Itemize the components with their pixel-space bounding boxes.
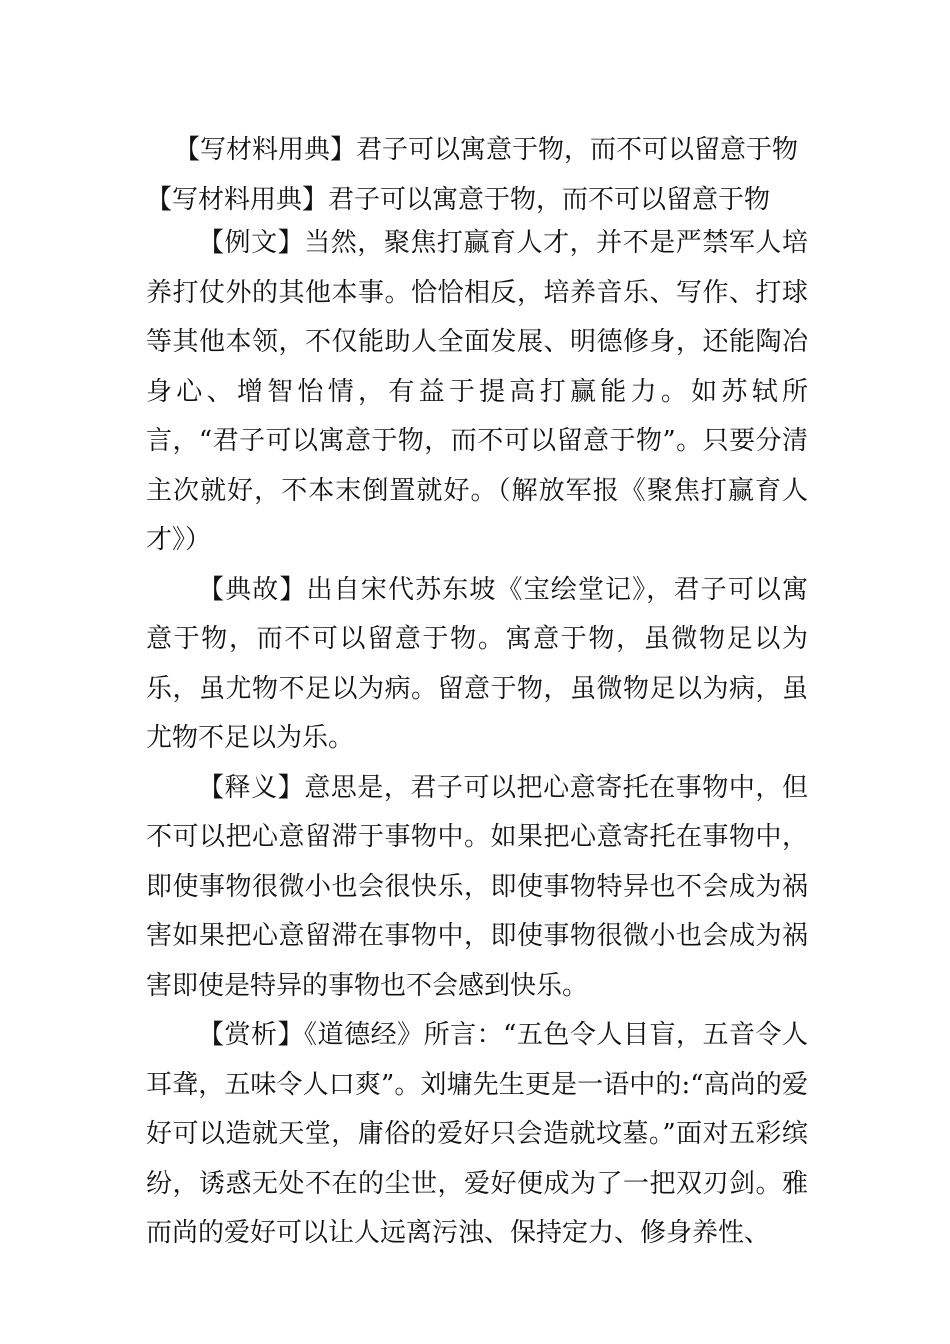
paragraph-appreciation xyxy=(146,1011,808,1259)
paragraph-text: 出自宋代苏东坡《宝绘堂记》，君子可以寓意于物，而不可以留意于物。寓意于物，虽微物足以为乐，虽尤物不足以为病。留意于物，虽微物足以为病，虽尤物不足以为乐。 xyxy=(146,574,808,753)
paragraph-label: 【释义】 xyxy=(198,772,305,803)
paragraph-allusion xyxy=(146,566,808,764)
paragraph-interpretation xyxy=(146,764,808,1012)
paragraph-label: 【赏析】 xyxy=(198,1020,305,1050)
paragraph-example xyxy=(146,219,808,566)
paragraph-label: 【典故】 xyxy=(198,574,307,605)
paragraph-text: 《道德经》所言：“五色令人目盲，五音令人耳聋，五味令人口爽”。刘墉先生更是一语中的:“高尚的爱好可以造就天堂，庸俗的爱好只会造就坟墓。”面对五彩缤纷，诱惑无处不在的尘世，爱好便成为了一把双刃剑。雅而尚的爱好可以让人远离污浊、保持定力、修身养性、 xyxy=(146,1020,808,1248)
title-line-2: 【写材料用典】君子可以寓意于物，而不可以留意于物 xyxy=(146,185,771,215)
paragraph-text: 当然，聚焦打赢育人才，并不是严禁军人培养打仗外的其他本事。恰恰相反，培养音乐、写作、打球等其他本领，不仅能助人全面发展、明德修身，还能陶冶身心、增智怡情，有益于提高打赢能力。如苏轼所言，“君子可以寓意于物，而不可以留意于物”。只要分清主次就好，不本末倒置就好。（解放军报《聚焦打赢育人才》） xyxy=(146,228,808,555)
document-body xyxy=(146,219,808,1259)
title-line-1: 【写材料用典】君子可以寓意于物，而不可以留意于物 xyxy=(174,135,799,165)
paragraph-label: 【例文】 xyxy=(198,228,305,258)
paragraph-text: 意思是，君子可以把心意寄托在事物中，但不可以把心意留滞于事物中。如果把心意寄托在事物中，即使事物很微小也会很快乐，即使事物特异也不会成为祸害如果把心意留滞在事物中，即使事物很微小也会成为祸害即使是特异的事物也不会感到快乐。 xyxy=(146,772,808,1001)
